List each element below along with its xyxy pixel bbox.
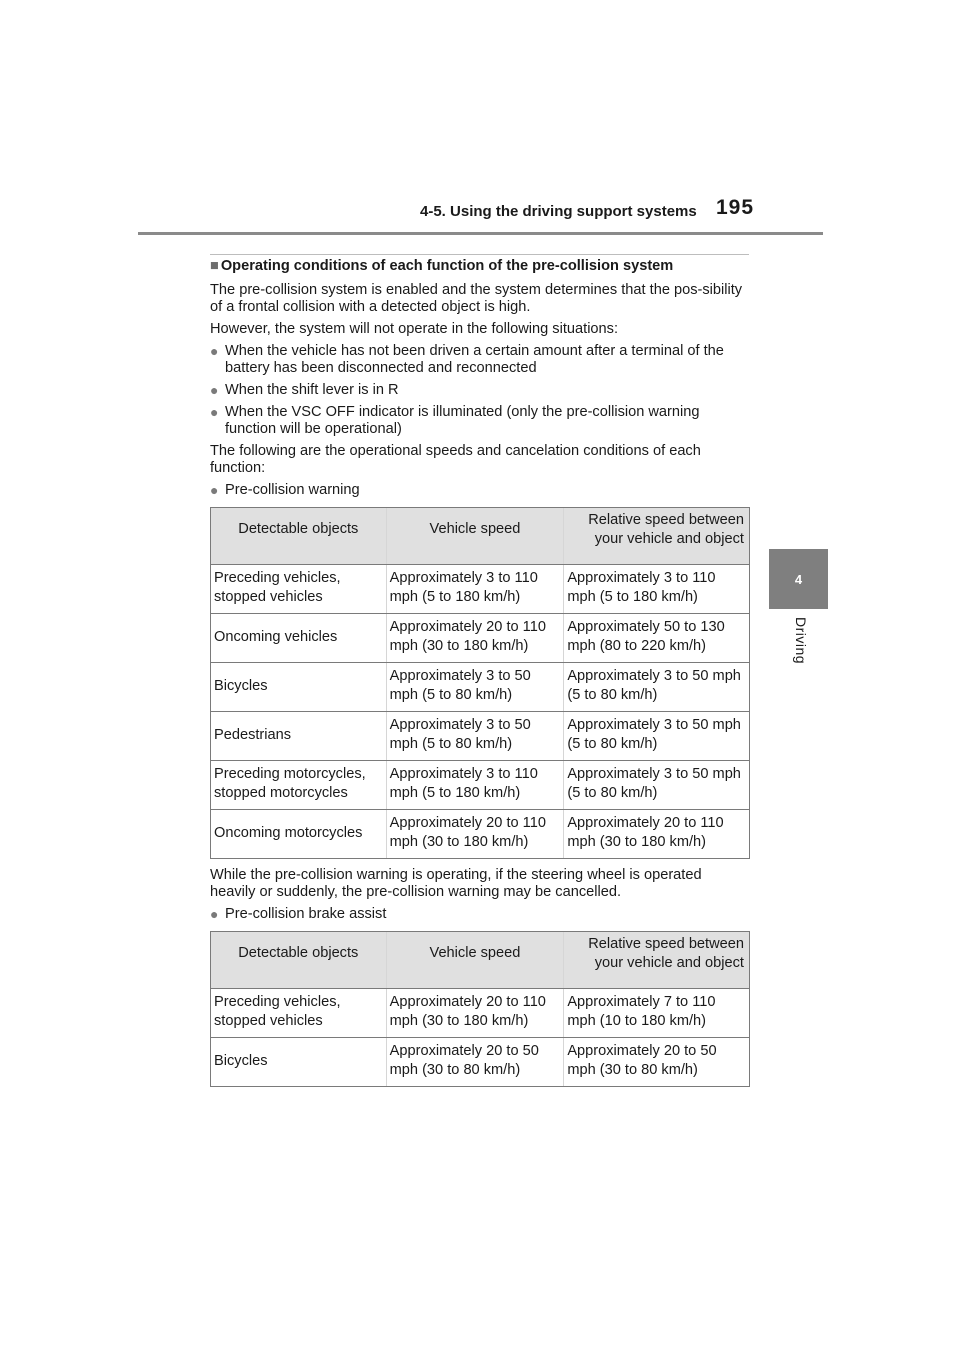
table-cell: Approximately 20 to 110 mph (30 to 180 km/h) [386,810,564,859]
table-cell: Approximately 3 to 110 mph (5 to 180 km/h) [564,565,750,614]
table-cell: Approximately 3 to 110 mph (5 to 180 km/h) [386,565,564,614]
speeds-paragraph: The following are the operational speeds and cancelation conditions of each function: [210,443,701,476]
table-cell: Approximately 20 to 110 mph (30 to 180 km/h) [386,614,564,663]
table-cell: Preceding motorcycles, stopped motorcycles [211,761,387,810]
chapter-tab [769,549,828,609]
column-header: Relative speed between your vehicle and object [564,932,750,989]
table-cell: Approximately 3 to 50 mph (5 to 80 km/h) [564,712,750,761]
circle-bullet-icon: ● [210,906,219,922]
table-cell: Approximately 20 to 110 mph (30 to 180 km/h) [386,989,564,1038]
table-cell: Approximately 3 to 50 mph (5 to 80 km/h) [564,663,750,712]
column-header: Detectable objects [211,508,387,565]
table-cell: Oncoming vehicles [211,614,387,663]
table-cell: Preceding vehicles, stopped vehicles [211,565,387,614]
exceptions-paragraph: However, the system will not operate in the following situations: [210,321,619,337]
brake-assist-table [210,931,750,1087]
table-row [211,712,750,761]
table-cell: Approximately 50 to 130 mph (80 to 220 km/h) [564,614,750,663]
condition-item [210,382,750,399]
condition-text: When the shift lever is in R [225,382,399,398]
section-heading-text: Operating conditions of each function of the pre-collision system [220,258,674,274]
table-header-row [211,932,750,989]
table-row [211,1038,750,1087]
warning-note: While the pre-collision warning is operating, if the steering wheel is operated heavily or suddenly, the pre-collision warning may be cancelled. [210,867,702,900]
table-cell: Approximately 3 to 110 mph (5 to 180 km/h) [386,761,564,810]
table-header-row [211,508,750,565]
top-divider [210,254,749,255]
table-cell: Approximately 3 to 50 mph (5 to 80 km/h) [386,712,564,761]
column-header: Detectable objects [211,932,387,989]
table-cell: Bicycles [211,663,387,712]
warning-title: Pre-collision warning [225,482,360,498]
condition-item [210,404,750,438]
square-bullet-icon: ■ [210,258,219,274]
warning-table [210,507,750,859]
column-header: Vehicle speed [386,508,564,565]
brake-assist-title: Pre-collision brake assist [225,906,387,922]
section-heading [210,258,750,275]
table-row [211,761,750,810]
table-row [211,989,750,1038]
brake-assist-subheading [210,906,750,923]
condition-text: When the vehicle has not been driven a certain amount after a terminal of the battery has been disconnected and reconnected [225,343,724,376]
page-number: 195 [716,196,755,219]
circle-bullet-icon: ● [210,343,219,359]
table-row [211,614,750,663]
chapter-label: Driving [793,617,809,665]
header-rule [138,232,823,235]
table-row [211,663,750,712]
warning-subheading [210,482,750,499]
table-row [211,565,750,614]
table-row [211,810,750,859]
column-header: Vehicle speed [386,932,564,989]
table-cell: Approximately 20 to 110 mph (30 to 180 km/h) [564,810,750,859]
condition-text: When the VSC OFF indicator is illuminated (only the pre-collision warning function will be operational) [225,404,700,437]
table-cell: Pedestrians [211,712,387,761]
condition-item [210,343,750,377]
table-cell: Approximately 20 to 50 mph (30 to 80 km/h) [564,1038,750,1087]
column-header: Relative speed between your vehicle and object [564,508,750,565]
table-cell: Bicycles [211,1038,387,1087]
page-content [210,258,750,1095]
table-cell: Approximately 3 to 50 mph (5 to 80 km/h) [386,663,564,712]
section-title: 4-5. Using the driving support systems [420,203,697,220]
table-cell: Approximately 7 to 110 mph (10 to 180 km/h) [564,989,750,1038]
circle-bullet-icon: ● [210,382,219,398]
table-cell: Oncoming motorcycles [211,810,387,859]
table-cell: Approximately 20 to 50 mph (30 to 80 km/h) [386,1038,564,1087]
table-cell: Approximately 3 to 50 mph (5 to 80 km/h) [564,761,750,810]
intro-paragraph: The pre-collision system is enabled and the system determines that the pos-sibility of a frontal collision with a detected object is high. [210,282,743,315]
chapter-number: 4 [794,571,803,587]
table-cell: Preceding vehicles, stopped vehicles [211,989,387,1038]
circle-bullet-icon: ● [210,404,219,420]
circle-bullet-icon: ● [210,482,219,498]
